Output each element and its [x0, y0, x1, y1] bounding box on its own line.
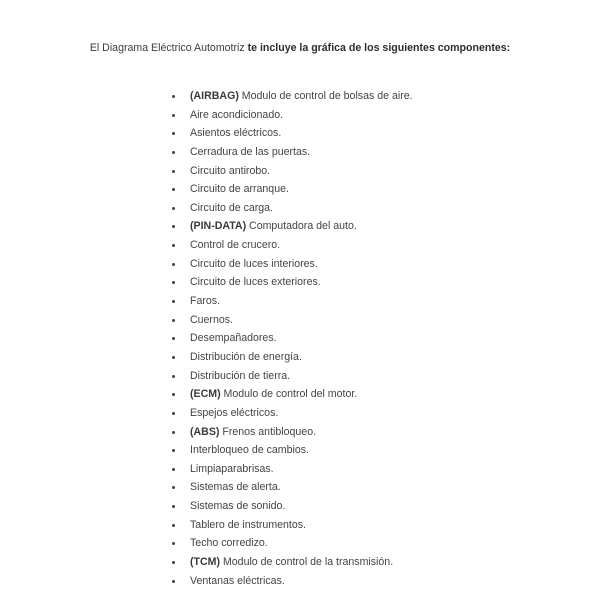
- item-text: Limpiaparabrisas.: [190, 462, 274, 475]
- list-item: [171, 423, 413, 442]
- item-text: Distribución de energía.: [190, 350, 302, 363]
- list-item: [171, 255, 413, 274]
- item-text: Sistemas de alerta.: [190, 481, 281, 494]
- item-text: Distribución de tierra.: [190, 369, 291, 382]
- bullet-icon: [172, 412, 175, 415]
- bullet-icon: [172, 170, 175, 173]
- list-item: [171, 273, 413, 292]
- item-text: Faros.: [190, 295, 221, 308]
- item-text: Circuito de luces exteriores.: [190, 276, 321, 289]
- list-item: [171, 478, 413, 497]
- item-text: Espejos eléctricos.: [190, 406, 279, 419]
- bullet-icon: [172, 449, 175, 452]
- list-item: [171, 217, 413, 236]
- bullet-icon: [172, 263, 175, 266]
- item-code: (AIRBAG): [190, 90, 239, 102]
- list-item: [171, 143, 413, 162]
- bullet-icon: [172, 132, 175, 135]
- intro-bold-text: te incluye la gráfica de los siguientes componentes:: [247, 42, 511, 54]
- list-item: [171, 572, 413, 591]
- item-text: Desempañadores.: [190, 332, 277, 345]
- components-list: [171, 87, 413, 590]
- bullet-icon: [172, 244, 175, 247]
- bullet-icon: [172, 337, 175, 340]
- list-item: [171, 236, 413, 255]
- bullet-icon: [172, 505, 175, 508]
- item-text: Modulo de control de bolsas de aire.: [238, 90, 413, 102]
- list-item: [171, 404, 413, 423]
- item-text: Modulo de control del motor.: [220, 388, 358, 401]
- item-code: (TCM): [190, 556, 221, 569]
- bullet-icon: [172, 151, 175, 154]
- item-text: Circuito antirobo.: [190, 164, 271, 177]
- list-item: [171, 106, 413, 125]
- list-item: [171, 534, 413, 553]
- item-text: Asientos eléctricos.: [190, 127, 282, 140]
- item-code: (ECM): [190, 388, 221, 401]
- item-text: Computadora del auto.: [246, 220, 357, 233]
- bullet-icon: [172, 393, 175, 396]
- bullet-icon: [172, 114, 175, 117]
- bullet-icon: [172, 468, 175, 471]
- list-item: [171, 87, 413, 106]
- list-item: [171, 329, 413, 348]
- item-text: Cerradura de las puertas.: [190, 145, 311, 158]
- item-text: Cuernos.: [190, 313, 233, 326]
- list-item: [171, 292, 413, 311]
- list-item: [171, 553, 413, 572]
- bullet-icon: [172, 319, 175, 322]
- item-text: Circuito de arranque.: [190, 183, 289, 196]
- item-text: Circuito de carga.: [190, 201, 274, 214]
- list-item: [171, 124, 413, 143]
- bullet-icon: [172, 524, 175, 527]
- bullet-icon: [172, 95, 175, 98]
- bullet-icon: [172, 431, 175, 434]
- bullet-icon: [172, 281, 175, 284]
- list-item: [171, 516, 413, 535]
- list-item: [171, 348, 413, 367]
- bullet-icon: [172, 356, 175, 359]
- list-item: [171, 367, 413, 386]
- list-item: [171, 311, 413, 330]
- item-text: Interbloqueo de cambios.: [190, 444, 309, 457]
- item-text: Modulo de control de la transmisión.: [220, 556, 394, 569]
- bullet-icon: [172, 375, 175, 378]
- intro-paragraph: [70, 41, 530, 56]
- item-text: Frenos antibloqueo.: [219, 425, 317, 438]
- list-item: [171, 460, 413, 479]
- list-item: [171, 497, 413, 516]
- list-item: [171, 441, 413, 460]
- bullet-icon: [172, 188, 175, 191]
- item-text: Sistemas de sonido.: [190, 500, 286, 513]
- bullet-icon: [172, 486, 175, 489]
- bullet-icon: [172, 207, 175, 210]
- bullet-icon: [172, 225, 175, 228]
- bullet-icon: [172, 542, 175, 545]
- list-item: [171, 385, 413, 404]
- item-text: Control de crucero.: [190, 239, 281, 252]
- list-item: [171, 199, 413, 218]
- bullet-icon: [172, 300, 175, 303]
- list-item: [171, 180, 413, 199]
- bullet-icon: [172, 561, 175, 564]
- item-text: Techo corredizo.: [190, 537, 268, 550]
- item-code: (PIN-DATA): [190, 220, 247, 233]
- bullet-icon: [172, 580, 175, 583]
- item-text: Circuito de luces interiores.: [190, 257, 318, 270]
- item-code: (ABS): [190, 425, 220, 438]
- item-text: Tablero de instrumentos.: [190, 518, 307, 531]
- item-text: Aire acondicionado.: [190, 108, 284, 121]
- item-text: Ventanas eléctricas.: [190, 574, 285, 587]
- list-item: [171, 162, 413, 181]
- intro-text: El Diagrama Eléctrico Automotriz: [89, 42, 248, 54]
